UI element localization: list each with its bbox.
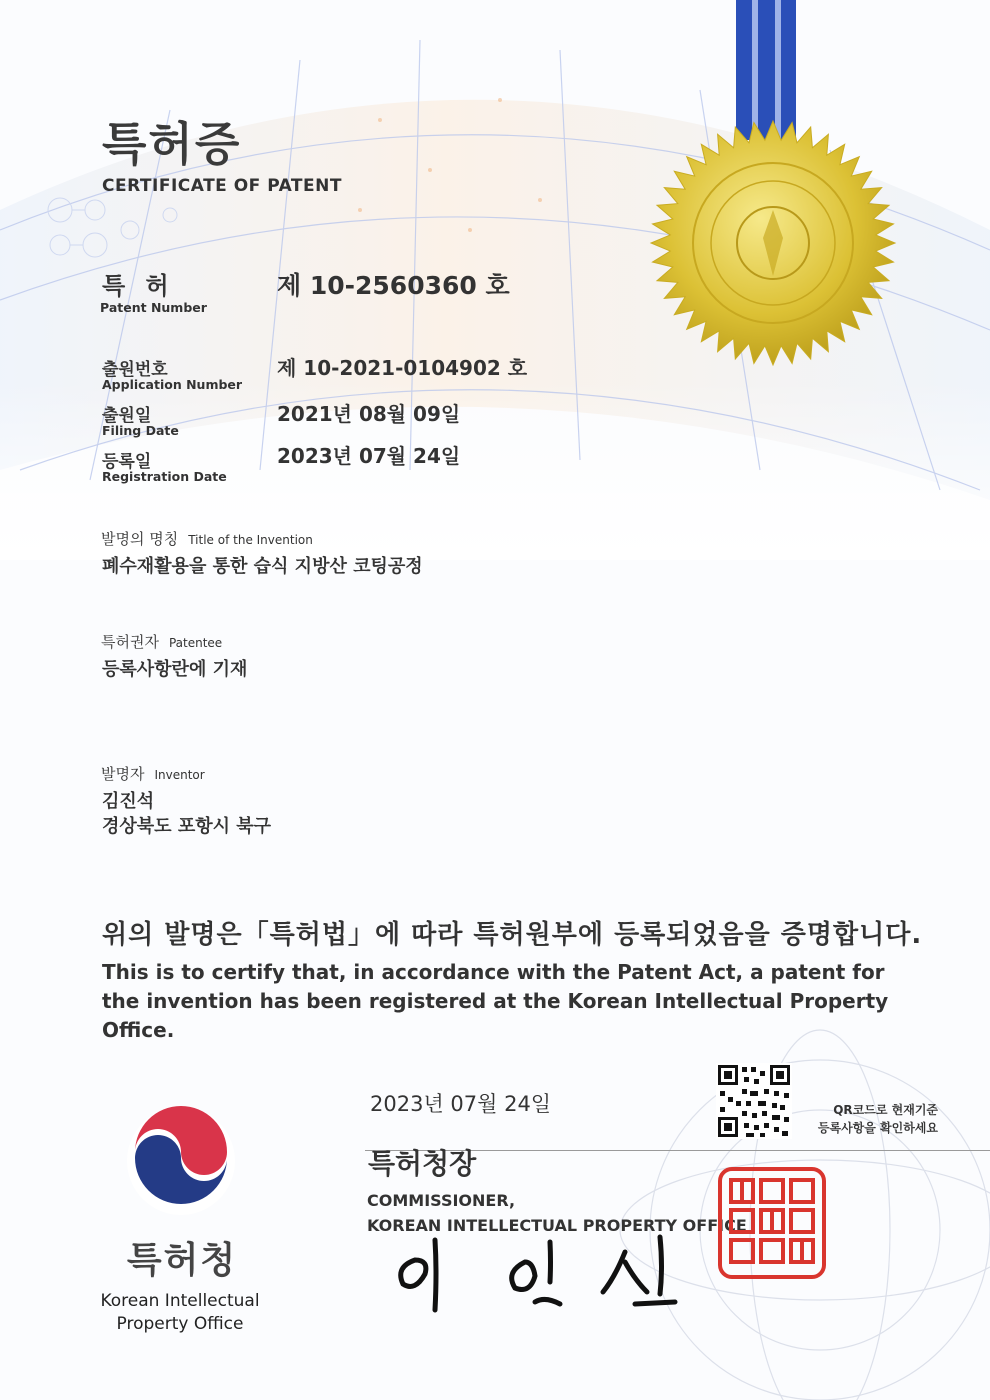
certification-statement-ko: 위의 발명은「특허법」에 따라 특허원부에 등록되었음을 증명합니다. xyxy=(102,920,923,950)
filing-date-label: 출원일 xyxy=(102,406,152,426)
patent-number-label-en: Patent Number xyxy=(100,300,207,315)
official-stamp-icon xyxy=(717,1166,827,1280)
qr-instructions-line1: QR코드로 현재기준 xyxy=(833,1103,938,1117)
certificate-subtitle: CERTIFICATE OF PATENT xyxy=(102,176,342,196)
filing-date-value: 2021년 08월 09일 xyxy=(277,402,461,426)
patentee-label: 특허권자 xyxy=(101,633,159,651)
patentee-value: 등록사항란에 기재 xyxy=(102,659,248,680)
inventor-label-en: Inventor xyxy=(154,768,205,782)
qr-instructions-line2: 등록사항을 확인하세요 xyxy=(817,1121,938,1135)
patent-number-value: 제 10-2560360 호 xyxy=(277,271,510,300)
patentee-label-en: Patentee xyxy=(168,636,223,650)
inventor-address: 경상북도 포항시 북구 xyxy=(102,816,272,837)
office-name-ko: 특허청 xyxy=(126,1240,238,1281)
commissioner-title-ko: 특허청장 xyxy=(368,1147,477,1180)
patentee-label-row xyxy=(101,631,222,652)
certification-statement-en: This is to certify that, in accordance with the Patent Act, a patent for the invention has been registered at the Korean Intellectual Property Office. xyxy=(102,960,889,1042)
commissioner-line1: COMMISSIONER, xyxy=(367,1191,516,1210)
patent-number-label: 특 허 xyxy=(102,272,175,300)
commissioner-line2: KOREAN INTELLECTUAL PROPERTY OFFICE xyxy=(367,1216,747,1235)
commissioner-title-en xyxy=(367,1188,747,1238)
inventor-label-row xyxy=(101,763,205,784)
invention-title-value: 폐수재활용을 통한 습식 지방산 코팅공정 xyxy=(102,556,423,577)
qr-instructions xyxy=(800,1101,938,1137)
application-number-label: 출원번호 xyxy=(102,360,168,380)
gold-seal-icon xyxy=(651,121,895,365)
commissioner-signature xyxy=(385,1232,715,1322)
registration-date-value: 2023년 07월 24일 xyxy=(277,444,461,468)
application-number-value: 제 10-2021-0104902 호 xyxy=(277,356,528,380)
invention-title-label-row xyxy=(101,528,313,549)
registration-date-label: 등록일 xyxy=(102,452,152,472)
qr-code-icon[interactable] xyxy=(716,1063,792,1139)
taegeuk-logo-icon xyxy=(122,1102,240,1220)
inventor-name: 김진석 xyxy=(102,791,155,812)
certificate-title: 특허증 xyxy=(102,117,242,171)
registration-date-label-en: Registration Date xyxy=(102,469,227,484)
office-name-en-line2: Property Office xyxy=(116,1314,244,1334)
office-name-en-line1: Korean Intellectual xyxy=(100,1291,260,1311)
office-name-en xyxy=(90,1290,270,1336)
invention-title-label: 발명의 명칭 xyxy=(101,530,179,548)
application-number-label-en: Application Number xyxy=(102,377,243,392)
invention-title-label-en: Title of the Invention xyxy=(188,533,313,547)
ribbon-icon xyxy=(736,0,796,140)
issue-date: 2023년 07월 24일 xyxy=(370,1092,552,1116)
inventor-label: 발명자 xyxy=(101,765,145,783)
filing-date-label-en: Filing Date xyxy=(102,423,179,438)
